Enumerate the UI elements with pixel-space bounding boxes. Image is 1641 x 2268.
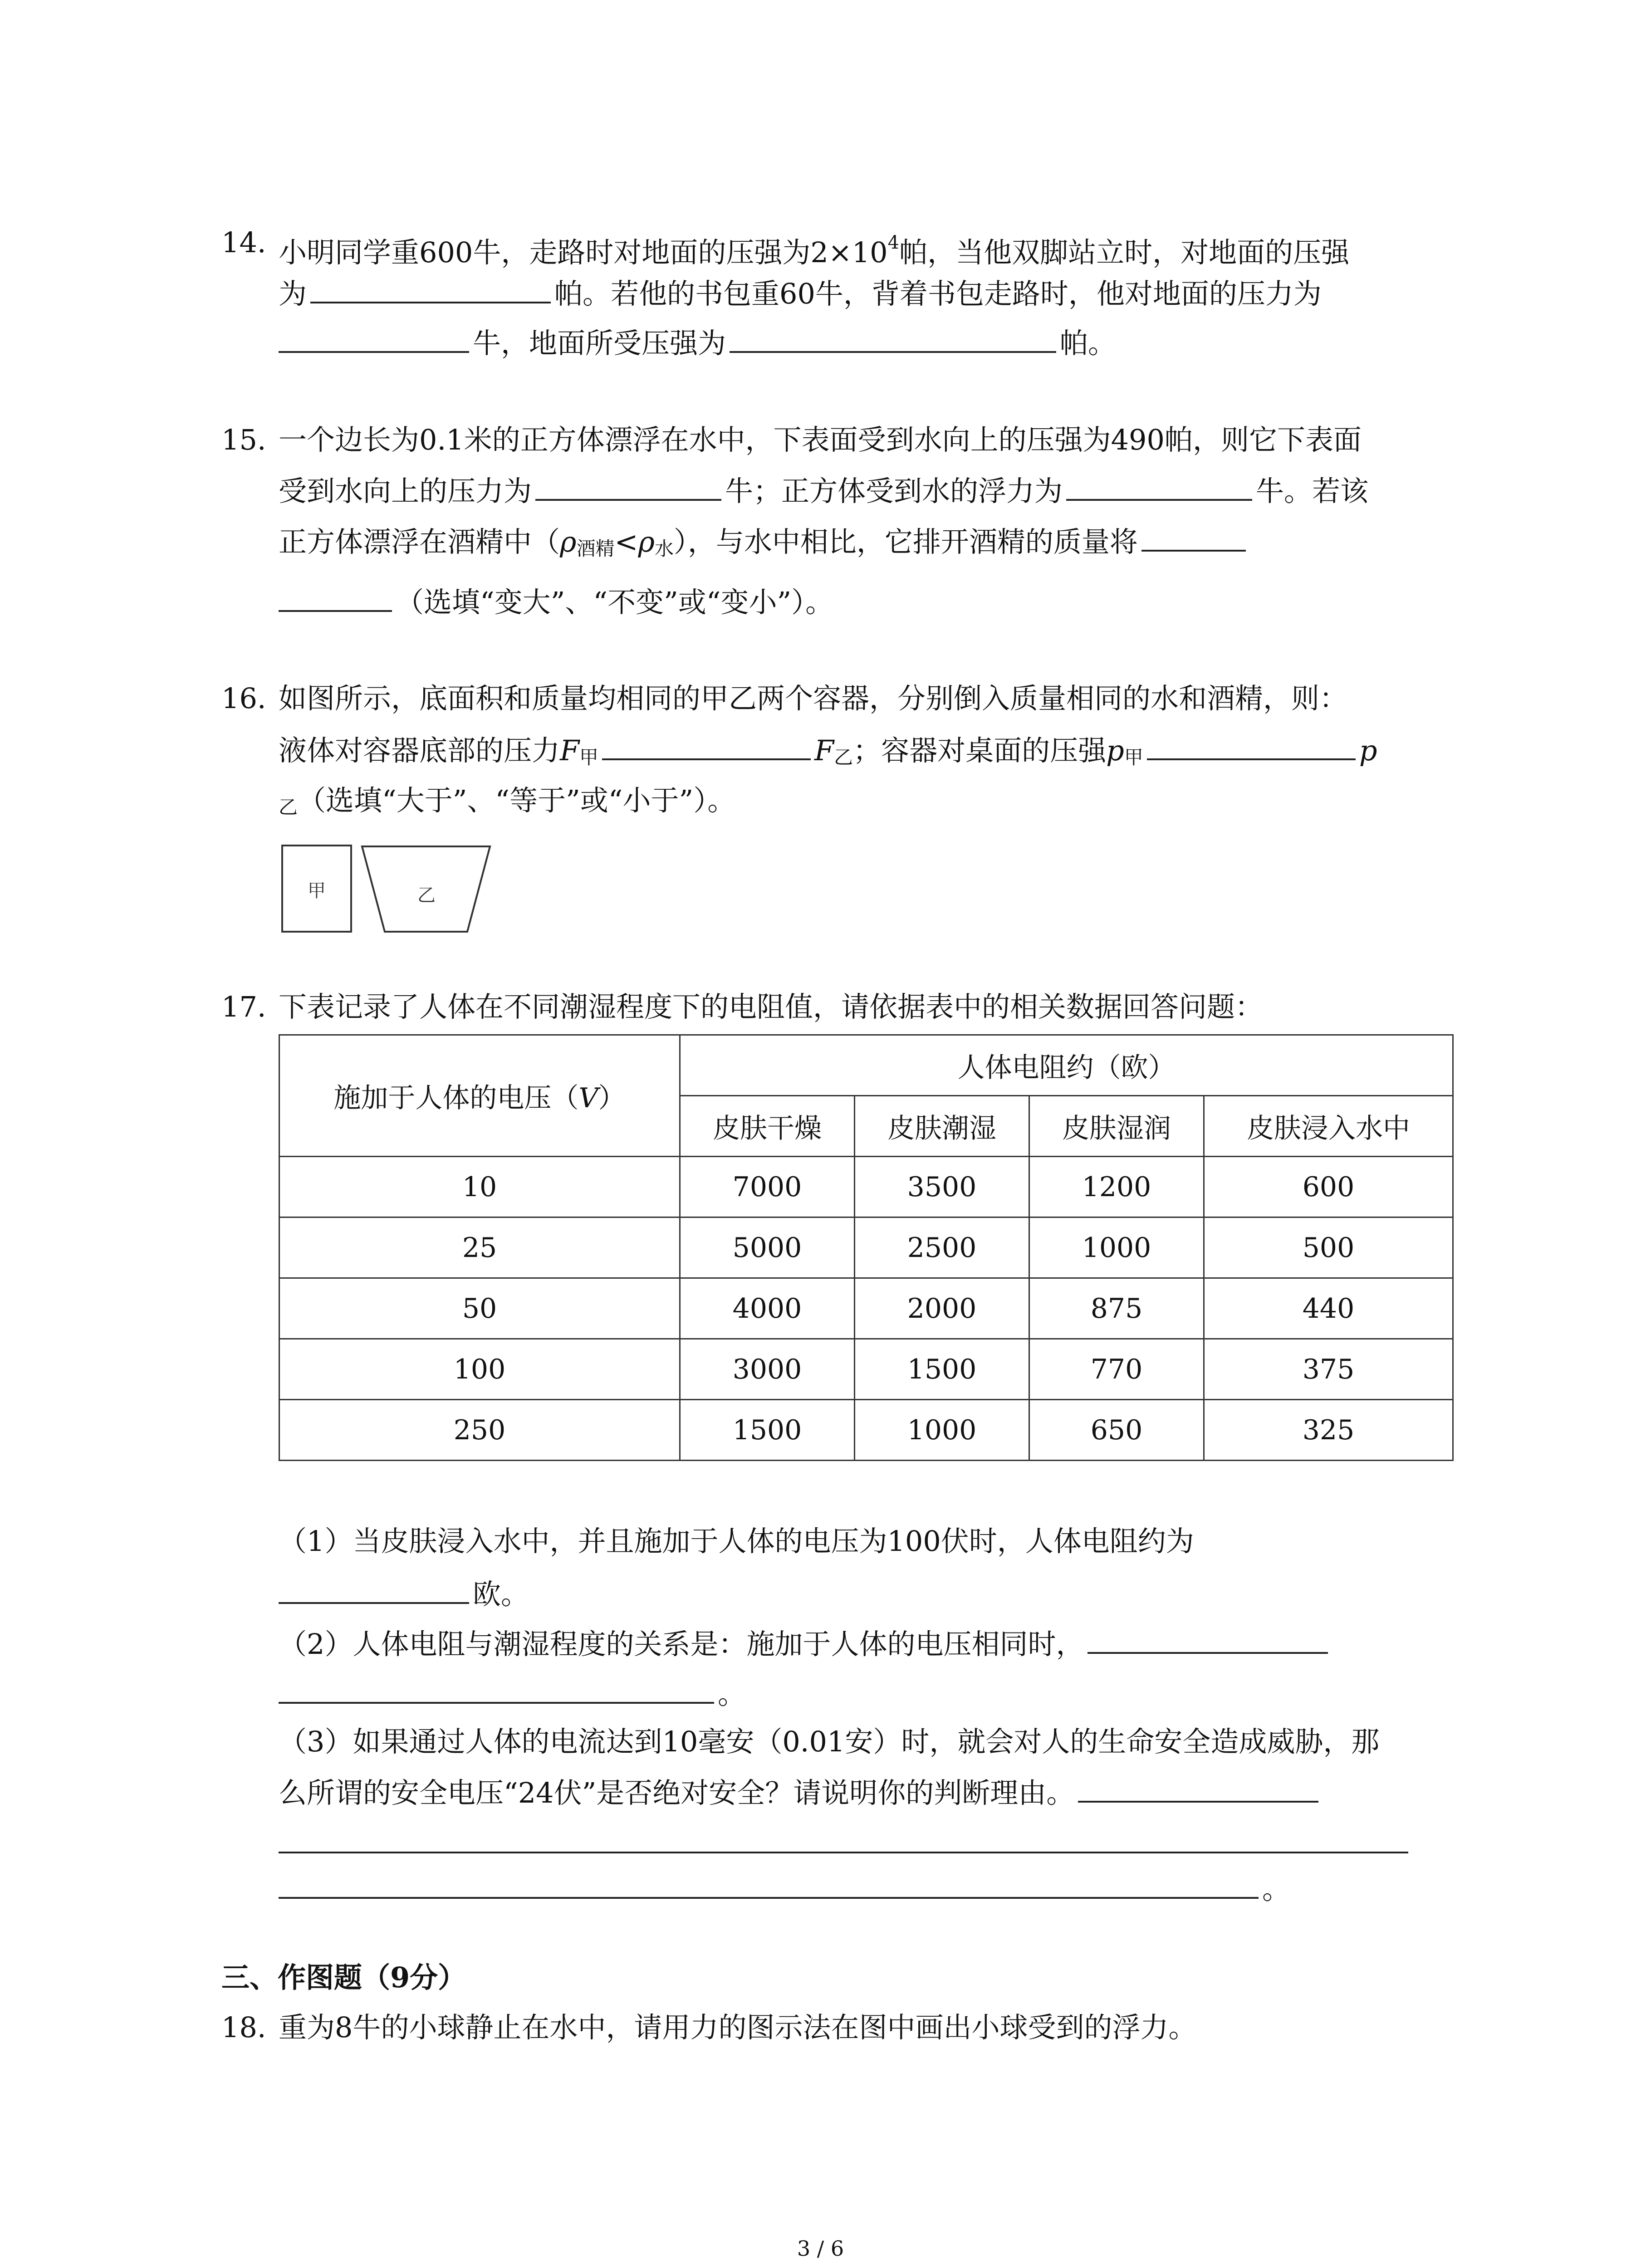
answer-blank[interactable] xyxy=(279,1869,1259,1899)
question-15-line-4: （选填“变大”、“不变”或“变小”）。 xyxy=(279,582,833,621)
containers-figure xyxy=(281,845,495,935)
answer-blank[interactable] xyxy=(602,730,811,760)
question-16-line-3: 乙（选填“大于”、“等于”或“小于”）。 xyxy=(279,784,736,818)
question-17-part-1-answer: 欧。 xyxy=(279,1574,529,1613)
question-18-text: 重为8牛的小球静止在水中，请用力的图示法在图中画出小球受到的浮力。 xyxy=(279,2011,1197,2044)
answer-blank[interactable] xyxy=(1147,730,1356,760)
question-17-part-3: （3）如果通过人体的电流达到10毫安（0.01安）时，就会对人的生命安全造成威胁，那 xyxy=(279,1725,1380,1758)
question-17-part-3-answer-line xyxy=(279,1823,1408,1862)
resistance-table xyxy=(279,1034,1454,1461)
subheader-dry: 皮肤干燥 xyxy=(680,1096,855,1157)
container-jia-label: 甲 xyxy=(308,881,326,901)
question-number: 15. xyxy=(221,423,266,456)
question-17-part-3-line-2: 么所谓的安全电压“24伏”是否绝对安全？请说明你的判断理由。 xyxy=(279,1773,1318,1811)
question-17-intro: 下表记录了人体在不同潮湿程度下的电阻值，请依据表中的相关数据回答问题： xyxy=(279,990,1264,1023)
table-row: 10 7000 3500 1200 600 xyxy=(279,1157,1453,1217)
answer-blank[interactable] xyxy=(310,274,551,303)
section-3-title: 三、作图题（9分） xyxy=(221,1961,466,1994)
table-header-row xyxy=(279,1035,1453,1096)
question-17-part-3-answer-line-2: 。 xyxy=(279,1869,1290,1907)
answer-blank[interactable] xyxy=(535,471,721,501)
question-17-part-2: （2）人体电阻与潮湿程度的关系是：施加于人体的电压相同时， xyxy=(279,1624,1328,1662)
table-row: 25 5000 2500 1000 500 xyxy=(279,1217,1453,1278)
answer-blank[interactable] xyxy=(1141,522,1246,552)
answer-blank[interactable] xyxy=(279,1823,1408,1853)
answer-blank[interactable] xyxy=(279,323,469,353)
question-14-line-3: 牛，地面所受压强为 帕。 xyxy=(279,323,1116,362)
answer-blank[interactable] xyxy=(279,1574,469,1604)
question-15-line-2: 受到水向上的压力为 牛；正方体受到水的浮力为 牛。若该 xyxy=(279,471,1368,509)
page-number: 3 / 6 xyxy=(797,2236,844,2261)
answer-blank[interactable] xyxy=(1078,1773,1318,1803)
question-15-line-1: 一个边长为0.1米的正方体漂浮在水中，下表面受到水向上的压强为490帕，则它下表面 xyxy=(279,423,1362,456)
table-row: 250 1500 1000 650 325 xyxy=(279,1400,1453,1461)
answer-blank[interactable] xyxy=(730,323,1056,353)
container-yi-label: 乙 xyxy=(417,885,436,905)
answer-blank[interactable] xyxy=(1087,1624,1328,1654)
question-number: 17. xyxy=(221,990,266,1023)
answer-blank[interactable] xyxy=(279,1674,714,1704)
subheader-moist: 皮肤湿润 xyxy=(1029,1096,1204,1157)
question-number: 14. xyxy=(221,226,266,259)
question-17-part-2-answer: 。 xyxy=(279,1674,746,1712)
question-16-line-1: 如图所示，底面积和质量均相同的甲乙两个容器，分别倒入质量相同的水和酒精，则： xyxy=(279,682,1348,715)
table-row: 100 3000 1500 770 375 xyxy=(279,1339,1453,1400)
answer-blank[interactable] xyxy=(279,582,392,612)
question-17-part-1: （1）当皮肤浸入水中，并且施加于人体的电压为100伏时，人体电阻约为 xyxy=(279,1525,1194,1558)
answer-blank[interactable] xyxy=(1066,471,1252,501)
question-14-line-1: 小明同学重600牛，走路时对地面的压强为$2\times 10^4$帕，当他双脚站立时，对地面的压强 xyxy=(279,232,1350,269)
resistance-group-header: 人体电阻约（欧） xyxy=(680,1035,1453,1096)
subheader-immersed: 皮肤浸入水中 xyxy=(1204,1096,1453,1157)
question-15-line-3: 正方体漂浮在酒精中（ρ酒精<ρ水），与水中相比，它排开酒精的质量将 xyxy=(279,522,1246,567)
question-14-line-2: 为 帕。若他的书包重60牛，背着书包走路时，他对地面的压力为 xyxy=(279,274,1322,312)
question-16-line-2: 液体对容器底部的压力F甲 F乙；容器对桌面的压强p甲 p xyxy=(279,730,1377,776)
question-number: 16. xyxy=(221,682,266,715)
subheader-damp: 皮肤潮湿 xyxy=(855,1096,1029,1157)
table-row: 50 4000 2000 875 440 xyxy=(279,1278,1453,1339)
question-number: 18. xyxy=(221,2011,266,2044)
voltage-header: 施加于人体的电压（V） xyxy=(279,1035,680,1157)
